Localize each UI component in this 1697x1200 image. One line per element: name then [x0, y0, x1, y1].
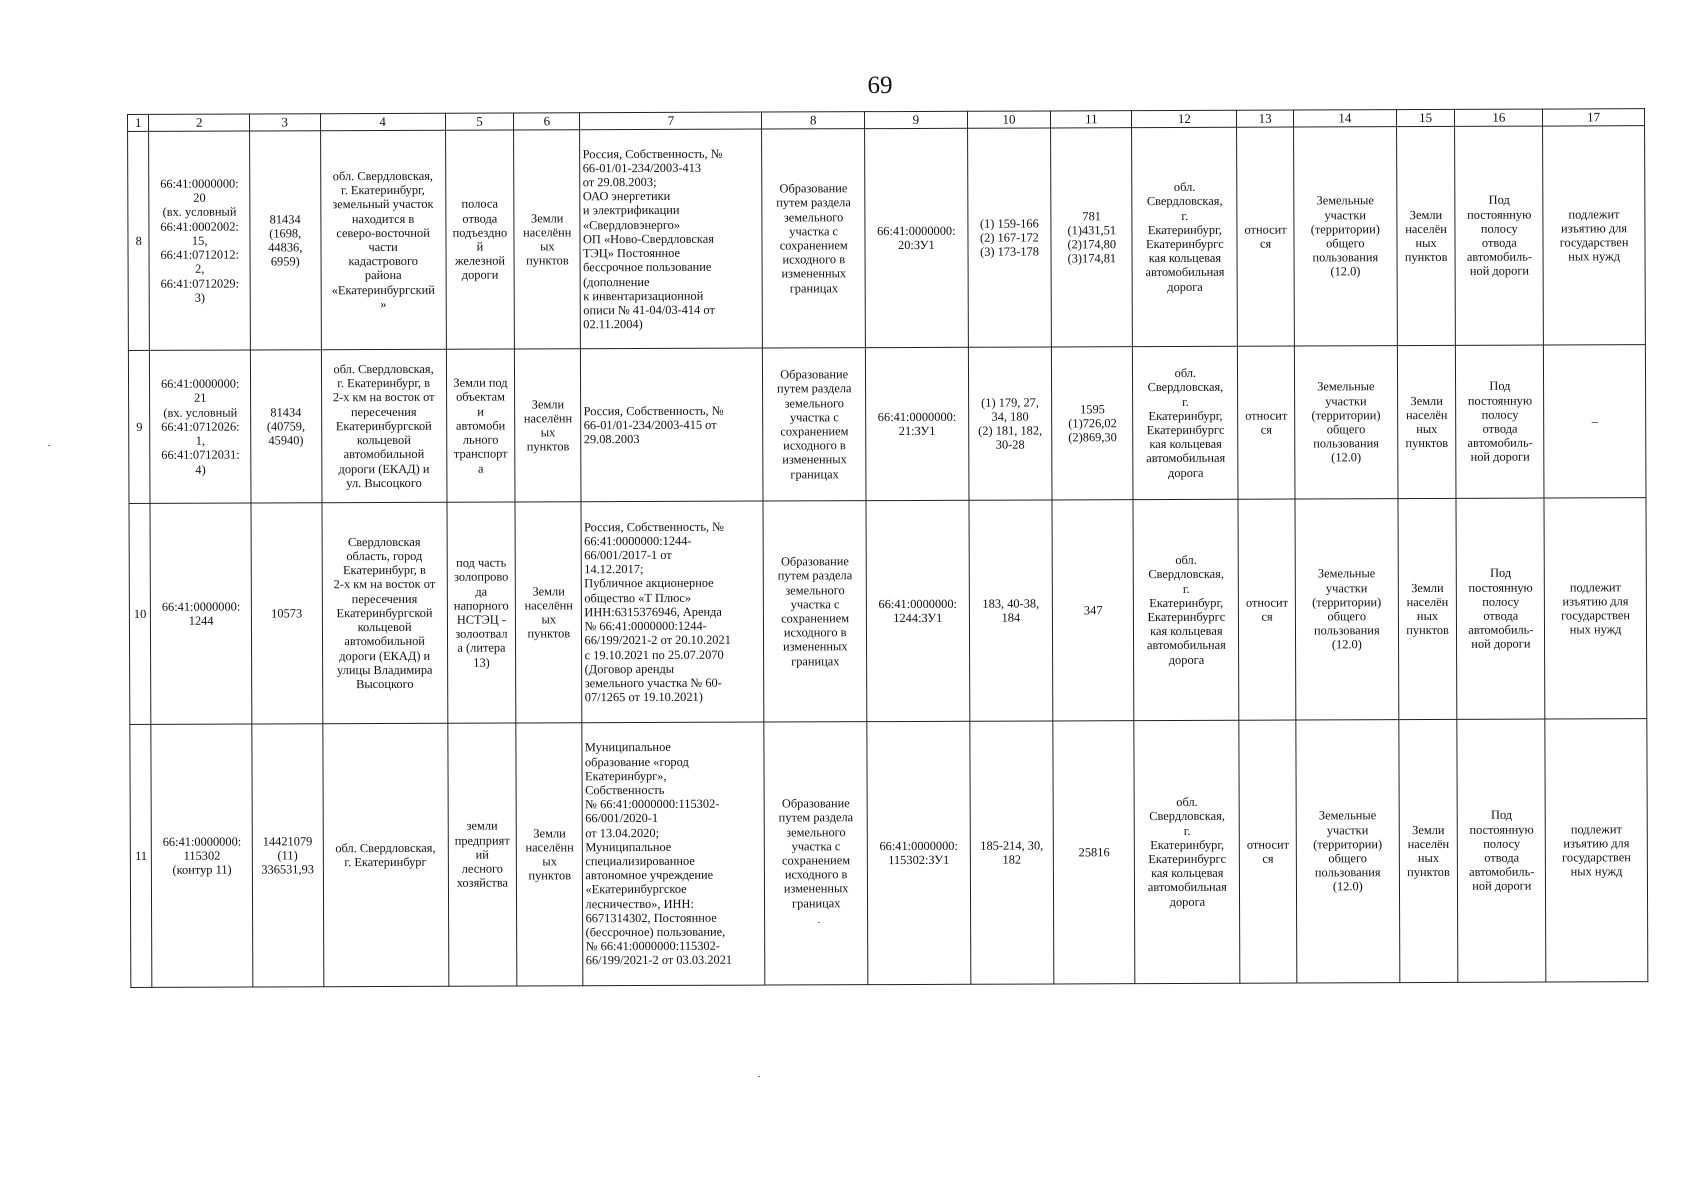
cell-col-11: 1595 (1)726,02 (2)869,30 [1052, 347, 1134, 500]
cell-col-6: Земли населённ ых пунктов [514, 130, 581, 349]
header-col-9: 9 [865, 111, 968, 128]
cell-col-10: (1) 159-166 (2) 167-172 (3) 173-178 [967, 128, 1051, 347]
cell-col-6: Земли населённ ых пунктов [515, 349, 582, 502]
cell-col-13: относит ся [1237, 127, 1295, 346]
cell-col-14: Земельные участки (территории) общего пользования (12.0) [1296, 720, 1400, 983]
cell-col-16: Под постоянную полосу отвода автомобиль- ной дороги [1457, 719, 1546, 982]
cell-col-5: Земли под объектам и автомоби льного транспорт а [446, 349, 515, 502]
header-col-8: 8 [762, 112, 865, 129]
cell-col-15: Земли населён ных пунктов [1398, 498, 1458, 719]
header-col-12: 12 [1132, 110, 1237, 127]
cell-col-5: полоса отвода подъездно й железной дороги [445, 130, 514, 349]
header-col-10: 10 [967, 111, 1051, 128]
cell-col-12: обл. Свердловская, г. Екатеринбург, Екатеринбургс кая кольцевая автомобильная дорога [1132, 127, 1238, 346]
cell-col-14: Земельные участки (территории) общего пользования (12.0) [1294, 127, 1398, 346]
cell-col-6: Земли населённ ых пунктов [516, 723, 583, 986]
header-col-5: 5 [445, 113, 514, 130]
page-number: 69 [867, 72, 893, 99]
cell-col-5: под часть золопрово да напорного НСТЭЦ - золоотвал а (литера 13) [447, 502, 516, 723]
scan-speck [48, 445, 50, 446]
header-col-1: 1 [128, 114, 149, 131]
cell-col-8: Образование путем раздела земельного участка с сохранением исходного в измененных границах [763, 348, 866, 501]
cell-col-9: 66:41:0000000: 1244:ЗУ1 [866, 500, 970, 721]
header-col-14: 14 [1293, 110, 1396, 127]
cell-col-7: Россия, Собственность, № 66-01/01-234/2003-415 от 29.08.2003 [581, 348, 763, 502]
cell-col-3: 10573 [251, 503, 322, 724]
cell-col-1: 10 [129, 503, 151, 724]
scan-speck [758, 1076, 760, 1077]
cell-col-9: 66:41:0000000: 21:ЗУ1 [865, 347, 968, 500]
cell-col-13: относит ся [1238, 499, 1296, 720]
land-plots-table [127, 108, 1648, 988]
cell-col-4: обл. Свердловская, г. Екатеринбург [322, 723, 448, 986]
cell-col-11: 25816 [1053, 721, 1135, 984]
cell-col-3: 81434 (40759, 45940) [250, 350, 321, 503]
cell-col-7: Россия, Собственность, № 66-01/01-234/2003-413 от 29.08.2003; ОАО энергетики и электрификации «Свердловэнерго» ОП «Ново-Свердловская ТЭЦ» Постоянное бессрочное пользование (дополнение к инвентаризационной описи № 41-04/03-414 от 02.11.2004) [580, 129, 763, 349]
cell-col-2: 66:41:0000000: 21 (вх. условный 66:41:0712026: 1, 66:41:0712031: 4) [150, 350, 251, 503]
cell-col-3: 14421079 (11) 336531,93 [252, 724, 324, 987]
cell-col-1: 11 [130, 724, 152, 987]
header-col-6: 6 [514, 113, 580, 130]
cell-col-7: Россия, Собственность, № 66:41:0000000:1244- 66/001/2017-1 от 14.12.2017; Публичное акционерное общество «Т Плюс» ИНН:6315376946, Аренда № 66:41:0000000:1244- 66/199/2021-2 от 20.10.2021 с 19.10.2021 по 25.07.2070 (Договор аренды земельного участка № 60- 07/1265 от 19.10.2021) [581, 501, 764, 723]
cell-col-2: 66:41:0000000: 115302 (контур 11) [151, 724, 253, 987]
cell-col-11: 347 [1052, 500, 1134, 721]
cell-col-15: Земли населён ных пунктов [1396, 126, 1456, 345]
cell-col-2: 66:41:0000000: 1244 [150, 503, 251, 724]
cell-col-17: подлежит изъятию для государствен ных нужд [1544, 498, 1647, 719]
header-col-13: 13 [1237, 110, 1294, 127]
cell-col-6: Земли населённ ых пунктов [515, 502, 582, 723]
cell-col-5: земли предприят ий лесного хозяйства [448, 723, 517, 986]
cell-col-9: 66:41:0000000: 115302:ЗУ1 [867, 721, 971, 984]
cell-col-16: Под постоянную полосу отвода автомобиль- ной дороги [1456, 498, 1545, 719]
cell-col-14: Земельные участки (территории) общего пользования (12.0) [1295, 499, 1399, 720]
scan-speck [818, 922, 820, 923]
cell-col-16: Под постоянную полосу отвода автомобиль- ной дороги [1455, 126, 1544, 345]
table-row [128, 126, 1646, 351]
cell-col-2: 66:41:0000000: 20 (вх. условный 66:41:0002002: 15, 66:41:0712012: 2, 66:41:0712029: 3) [149, 131, 250, 350]
table-row [130, 719, 1648, 988]
header-col-7: 7 [580, 112, 762, 130]
cell-col-15: Земли населён ных пунктов [1398, 719, 1458, 982]
cell-col-17: подлежит изъятию для государствен ных нужд [1545, 719, 1648, 982]
cell-col-4: обл. Свердловская, г. Екатеринбург, земельный участок находится в северо-восточной части кадастрового района «Екатеринбургский » [320, 130, 446, 349]
cell-col-8: Образование путем раздела земельного участка с сохранением исходного в измененных границах [762, 129, 866, 348]
cell-col-17: подлежит изъятию для государствен ных нужд [1543, 126, 1646, 345]
header-col-4: 4 [320, 113, 445, 130]
cell-col-10: (1) 179, 27, 34, 180 (2) 181, 182, 30-28 [968, 347, 1052, 500]
header-col-3: 3 [249, 114, 320, 131]
cell-col-7: Муниципальное образование «город Екатеринбург», Собственность № 66:41:0000000:115302- 66/001/2020-1 от 13.04.2020; Муниципальное специализированное автономное учреждение «Екатеринбургское лесничество», ИНН: 6671314302, Постоянное (бессрочное) пользование, № 66:41:0000000:115302- 66/199/2021-2 от 03.03.2021 [582, 722, 765, 986]
cell-col-12: обл. Свердловская, г. Екатеринбург, Екатеринбургс кая кольцевая автомобильная дорога [1133, 499, 1239, 720]
cell-col-11: 781 (1)431,51 (2)174,80 (3)174,81 [1051, 128, 1133, 347]
cell-col-9: 66:41:0000000: 20:ЗУ1 [865, 128, 969, 347]
table-row [129, 498, 1647, 725]
cell-col-12: обл. Свердловская, г. Екатеринбург, Екатеринбургс кая кольцевая автомобильная дорога [1133, 346, 1238, 499]
cell-col-17: – [1544, 345, 1646, 498]
cell-col-1: 8 [128, 131, 150, 350]
table-body [128, 126, 1648, 988]
header-col-17: 17 [1543, 109, 1645, 126]
cell-col-3: 81434 (1698, 44836, 6959) [250, 131, 321, 350]
cell-col-1: 9 [128, 350, 150, 503]
cell-col-10: 185-214, 30, 182 [970, 721, 1054, 984]
cell-col-4: Свердловская область, город Екатеринбург, в 2-х км на восток от пересечения Екатеринбургской кольцевой автомобильной дороги (ЕКАД) и улицы Владимира Высоцкого [322, 502, 448, 723]
cell-col-14: Земельные участки (территории) общего пользования (12.0) [1294, 346, 1397, 499]
cell-col-15: Земли населён ных пунктов [1397, 345, 1456, 498]
cell-col-13: относит ся [1239, 720, 1297, 983]
cell-col-8: Образование путем раздела земельного участка с сохранением исходного в измененных границах [763, 501, 867, 722]
table-row [128, 345, 1646, 504]
cell-col-13: относит ся [1238, 346, 1295, 499]
cell-col-16: Под постоянную полосу отвода автомобиль- ной дороги [1456, 345, 1544, 498]
header-col-2: 2 [149, 114, 250, 131]
header-col-11: 11 [1051, 111, 1132, 128]
header-col-15: 15 [1396, 109, 1455, 126]
header-col-16: 16 [1455, 109, 1543, 126]
cell-col-4: обл. Свердловская, г. Екатеринбург, в 2-х км на восток от пересечения Екатеринбургской кольцевой автомобильной дороги (ЕКАД) и ул. Высоцкого [321, 349, 447, 502]
cell-col-8: Образование путем раздела земельного участка с сохранением исходного в измененных границах [764, 722, 868, 985]
cell-col-12: обл. Свердловская, г. Екатеринбург, Екатеринбургс кая кольцевая автомобильная дорога [1134, 720, 1240, 983]
cell-col-10: 183, 40-38, 184 [969, 500, 1053, 721]
